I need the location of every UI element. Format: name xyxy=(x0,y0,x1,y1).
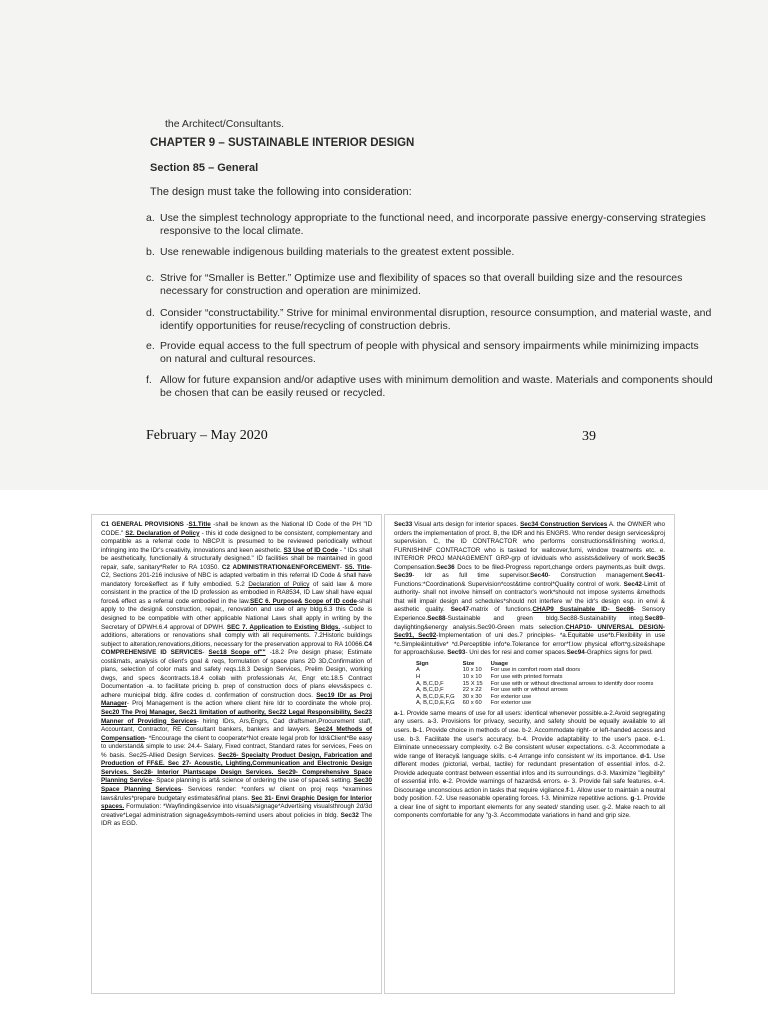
section-heading: Sec20 The Proj Manager, Sec21 limitation of authority, Sec22 Legal Responsibility, Sec23 Manner of Providing Services xyxy=(101,709,372,725)
notes-text: - Idr as full time supervisor. xyxy=(412,572,530,580)
principle-label: d-1 xyxy=(640,752,650,760)
section-heading: Sec47 xyxy=(450,606,469,614)
section-heading: Sec94 xyxy=(566,649,585,657)
intro-text: The design must take the following into consideration: xyxy=(150,186,412,198)
notes-text: Visual arts design for interior spaces. xyxy=(412,521,521,528)
table-cell: A xyxy=(416,667,420,674)
item-line: Allow for future expansion and/or adaptive uses with minimum demolition and waste. Materials and components should xyxy=(160,374,713,386)
chapter-heading: C4 COMPREHENSIVE ID SERVICES xyxy=(101,640,372,657)
notes-text: -Limit of authority- shall not involve himself on contractor's work*should not impose systems &methods that will impair design and schedules*should not interfere w/ the idr's design esp. in envi & aesthetic quality. xyxy=(394,580,665,614)
notes-text: -matrix of functions. xyxy=(468,606,533,614)
table-cell: 10 x 10 xyxy=(462,673,482,680)
item-letter: b. xyxy=(146,246,155,258)
chapter-heading: C2 ADMINISTRATION&ENFORCEMENT xyxy=(221,563,340,571)
notes-text: -1. Provide choice in methods of use. b-2. Accommodate right- or left-handed access and use. b-3. Facilitate the user's accuracy. b-4. Provide adaptability to the user's pace. xyxy=(394,727,665,743)
notes-text: - Uni des for resi and comer spaces. xyxy=(465,649,567,657)
table-row xyxy=(412,694,657,701)
table-header-row xyxy=(412,661,657,668)
column-header: Size xyxy=(462,660,475,667)
item-line: Provide equal access to the full spectrum of people with physical and sensory impairments while minimizing impacts xyxy=(160,340,699,352)
section-heading: Sec32 xyxy=(340,811,359,819)
item-line: necessary for construction and operation are minimized. xyxy=(160,285,421,297)
notes-text: -1. Eliminate unnecessary complexity. c-2 Be consistent w/user expectations. c-3. Accommodate a wide range of literacy& language skills. c-4 Arrange info consistent w/ its importance. xyxy=(394,735,665,760)
notes-text: -1. Allow user to maintain a neutral body position. f-2. Use reasonable operating forces. f-3. Minimize repetitive actions. xyxy=(394,786,666,803)
notes-text: -18.2 Pre design phase; Estimate cost&mats, analysis of client's goal & reqs, formulation of space plans 2D 3D,Confirmation of plans, selection of color mats and safety reqs.18.3 Design Services, Prelim Design, working dwgs, and specs &contracts.18.4 collab with professionals Ar, Engr etc.18.5 Contract Documentation -a. to facilitate pricing b. prep of construction docs of plans elevs&specs c. adhere municipal bldg. &fire codes d. confirmation of construction docs. xyxy=(101,649,372,699)
section-heading: Sec88 xyxy=(427,615,446,623)
table-cell: For exterior use xyxy=(490,693,532,700)
section-heading: S2. Declaration of Policy xyxy=(125,529,200,537)
notes-text: - C2, Sections 201-216 inclusive of NBC is adapted verbatim in this referral ID Code & shall have mandatory force&effect as if fully embodied. 5.2 xyxy=(101,563,372,588)
item-letter: c. xyxy=(146,272,155,284)
item-line: Use the simplest technology appropriate to the functional need, and incorporate passive energy-conserving strategies xyxy=(160,212,706,224)
principle-label: c xyxy=(654,735,658,743)
table-cell: For use with printed formats xyxy=(490,673,563,680)
notes-text: -Implementation of uni des.7 principles- *a.Equitable use*b.Flexibility in use *c.Simple&intuitive* *d.Perceptible info*e.Tolerance for error*f.low physical effort*g.size&shape for approach&use. xyxy=(394,632,665,657)
notes-text: Compensation. xyxy=(394,563,437,571)
section-heading: Sec41 xyxy=(644,572,663,580)
notes-text: A. the OWNER who orders the implementation of proct. B, the IDR and his ENGRS. Who render design services&proj supervision. C, the ID CONTRACTOR who performs constructions&finishing works.d, FURNISHINF CONTRACTOR who is tasked for wallcover,furni, window treatments etc. e. INTERIOR PROJ MANAGEMENT GRP-grp of idviduals who assists&delivery of work. xyxy=(394,521,665,563)
notes-text: -1. Provide same means of use for all users: identical whenever possible.a-2.Avoid segregating any users. a-3. Provisions for privacy, security, and safety should be equally available to all users. xyxy=(394,709,665,734)
underlined-term: Declaration of Policy xyxy=(248,580,310,588)
notes-text: - Sensory Experience. xyxy=(394,606,665,623)
chapter-heading: C1 GENERAL PROVISIONS xyxy=(101,521,184,528)
notes-text: Formulation: *Wayfinding&service into visuals/signage*Advertising visualsthrough 2d/3d creative*Legal administration signage&symbols-remind users about policies in bldg. xyxy=(101,803,372,819)
principle-label: b xyxy=(412,727,417,734)
column-header: Usage xyxy=(490,660,509,667)
item-letter: a. xyxy=(146,212,155,224)
section-heading: Sec24 Methods of Compensation xyxy=(101,726,372,742)
table-cell: For use with or without directional arrows to identify door rooms xyxy=(490,680,654,687)
section-heading: Sec34 Construction Services xyxy=(520,521,608,528)
table-cell: 15 X 15 xyxy=(462,680,483,687)
item-line: on natural and cultural resources. xyxy=(160,353,316,365)
notes-text: -2. Provide warnings of hazards& errors. e- 3. Provide fail safe features. e-4. Discourage unconscious action in tasks that require vigilance. xyxy=(394,778,665,794)
notes-paragraph xyxy=(394,710,665,821)
notes-text: The IDR as EGD. xyxy=(101,811,372,828)
section-heading: S1.Title xyxy=(188,521,211,528)
list-item xyxy=(146,374,713,400)
notes-text: - *Encourage the client to cooperate*Not create legal prob for Idr&Client*Be easy to understand& simple to use: 24.4- Salary, Fixed contract, Standard rates for services, Fees on % basis. Sec25-Allied Design Services. xyxy=(101,734,372,759)
notes-text: -1. Provide a clear line of sight to important elements for any seated/ standing user. g-2. Make reach to all components comfortable for any "g-3. Accommodate variations in hand and grip size. xyxy=(394,795,666,820)
section-heading: Sec18 Scope of"" xyxy=(208,649,266,657)
table-row xyxy=(412,667,657,674)
notes-text: - Construction management. xyxy=(548,572,645,580)
list-item xyxy=(146,212,706,238)
column-header: Sign xyxy=(416,660,429,667)
table-row xyxy=(412,681,657,688)
section-heading: SEC 6. Purpose& Scope of ID code xyxy=(250,597,357,605)
principle-label: e xyxy=(442,778,447,786)
table-cell: A, B,C,D,E,F,G xyxy=(416,693,455,700)
table-row xyxy=(412,700,657,707)
table-cell: For exterior use xyxy=(490,700,532,707)
list-item xyxy=(146,246,514,259)
notes-text: - xyxy=(202,649,209,657)
section-heading: CHAP10- UNIVERSAL DESIGN- Sec91, Sec92 xyxy=(394,623,665,640)
notes-text: Docs to be filed-Progress report,change orders payments,as built dwgs. xyxy=(454,563,665,571)
table-cell: A, B,C,D,E,F,G xyxy=(416,700,455,707)
section-heading: Sec93 xyxy=(447,649,466,657)
table-cell: H xyxy=(416,673,421,680)
notes-text: -Functions:*Coordination& Supervision*cost&time control*Quality control of work. xyxy=(394,572,665,588)
section-heading: S5. Title xyxy=(344,563,370,571)
scanned-page xyxy=(0,0,768,490)
chapter-title: CHAPTER 9 – SUSTAINABLE INTERIOR DESIGN xyxy=(150,137,415,149)
notes-text: - xyxy=(339,563,345,571)
notes-text: -Sustainable and green bldg.Sec88-Sustainability integ. xyxy=(445,615,645,623)
notes-text: - Services render: *confers w/ client on proj reqs *examines laws&rules*prepare budgetary estimates&final plans. xyxy=(101,785,372,802)
section-heading: Sec33 xyxy=(394,521,413,528)
notes-text: - this id code designed to be consistent, complementary and compatible as a referral code to NBCP.It is presumed to be reviewed periodically without infringing into the IDr's creativity, innovations and keen aesthetic. xyxy=(101,529,372,554)
table-cell: A, B,C,D,F xyxy=(416,687,444,694)
table-cell: For use with or without arrows xyxy=(490,687,568,694)
page-number: 39 xyxy=(582,429,596,444)
section-heading: Sec 31- Envi Graphic Design for Interior spaces. xyxy=(101,794,372,811)
section-heading: Sec26- Specialty Product Design, Fabrication and Production of FF&E. Sec 27- Acoustic, Lighting,Communication and Electronic Design Services. Sec28- Interior Plantscape Design Services. Sec29- Comprehensive Space Planning Service xyxy=(101,751,372,785)
notes-left-panel xyxy=(91,514,382,994)
section-heading: Sec40 xyxy=(529,572,549,580)
notes-text: -daylighting&energy analysis.Sec90-Green mats selection. xyxy=(394,615,665,631)
top-fragment: the Architect/Consultants. xyxy=(165,118,285,130)
table-cell: 60 x 60 xyxy=(462,700,482,707)
section-heading: Sec30 Space Planning Services xyxy=(101,777,372,793)
notes-paragraph xyxy=(394,521,665,658)
section-heading: Sec19 IDr as Proj Manager xyxy=(101,691,372,708)
notes-right-panel xyxy=(384,514,675,994)
principle-label: g xyxy=(630,795,635,803)
item-line: Consider “constructability.” Strive for minimal environmental disruption, resource consumption, and material waste, and xyxy=(160,307,712,319)
item-letter: e. xyxy=(146,340,155,352)
notes-text: - " IDs shall be aesthetically, functionally & structurally designed." ID facilities shall be maintained in good repair, safe, sanitary*Refer to RA 10350. xyxy=(101,546,373,571)
section-heading: Sec89 xyxy=(644,615,663,623)
notes-text: -shall be known as the National ID Code of the PH "ID CODE." xyxy=(101,521,372,537)
principle-label: f xyxy=(566,786,569,794)
section-title: Section 85 – General xyxy=(150,162,259,174)
item-line: Use renewable indigenous building materials to the greatest extent possible. xyxy=(160,246,515,258)
section-heading: CHAP9 Sustainable ID- Sec86 xyxy=(532,606,634,614)
table-cell: A, B,C,D,F xyxy=(416,680,444,687)
notes-text: -shall apply to the design& construction, repair,, renovation and use of any bldg.6.3 this Code is designed to be compatible with other applicable National Laws shall apply in writing by the Secretary of DPWH.6.4 approval of DPWH. xyxy=(101,597,372,631)
signs-table xyxy=(412,661,657,707)
notes-paragraph: C1 GENERAL PROVISIONS -S1.Title -shall be known as the National ID Code of the PH "ID CODE." S2. Declaration of Policy - this id code designed to be consistent, complementary and compatible as a referral code to NBCP.It is presumed to be reviewed periodically without infringing into the IDr's creativity, innovations and keen aesthetic. S3 Use of ID Code - " IDs shall be aesthetically, functionally & structurally designed." ID facilities shall be maintained in good repair, safe, sanitary*Refer to RA 10350. C2 ADMINISTRATION&ENFORCEMENT- S5. Title- C2, Sections 201-216 inclusive of NBC is adapted verbatim in this referral ID Code & shall have mandatory force&effect as if fully embodied. 5.2 Declaration of Policy of said law & more consistent in the practice of the ID profession as embodied in RA8534, ID Law shall have equal force& effect as a referral code embodied in the law.SEC 6. Purpose& Scope of ID code-shall apply to the design& construction, repair,, renovation and use of any bldg.6.3 this Code is designed to be compatible with other applicable National Laws shall apply in writing by the Secretary of DPWH.6.4 approval of DPWH. SEC 7. Application to Existing Bldgs. -subject to additions, alterations or renovations shall comply with all requirements. 7.2Historic buildings subject to alteration,renovations,ditions, necessary for the preservation approval to RA 10066.C4 COMPREHENSIVE ID SERVICES- Sec18 Scope of"" -18.2 Pre design phase; Estimate cost&mats, analysis of client's goal & reqs, formulation of space plans 2D 3D,Confirmation of plans, selection of color mats and safety reqs.18.3 Design Services, Prelim Design, working dwgs, and specs &contracts.18.4 collab with professionals Ar, Engr etc.18.5 Contract Documentation -a. to facilitate pricing b. prep of construction docs of plans elevs&specs c. adhere municipal bldg. &fire codes d. confirmation of construction docs. Sec19 IDr as Proj Manager- Proj Management is the action where client hire Idr to coordinate the whole proj. Sec20 The Proj Manager, Sec21 limitation of authority, Sec22 Legal Responsibility, Sec23 Manner of Providing Services- hiring IDrs, Ars,Engrs, Cad draftsmen,Procurement staff, Accountant, Contractor, RE Consultant bankers, bankers and lawyers. Sec24 Methods of Compensation- *Encourage the client to cooperate*Not create legal prob for Idr&Client*Be easy to understand& simple to use: 24.4- Salary, Fixed contract, Standard rates for services, Fees on % basis. Sec25-Allied Design Services. Sec26- Specialty Product Design, Fabrication and Production of FF&E. Sec 27- Acoustic, Lighting,Communication and Electronic Design Services. Sec28- Interior Plantscape Design Services. Sec29- Comprehensive Space Planning Service- Space planning is art& science of ordering the use of space& setting. Sec30 Space Planning Services- Services render: *confers w/ client on proj reqs *examines laws&rules*prepare budgetary estimates&final plans. Sec 31- Envi Graphic Design for Interior spaces. Formulation: *Wayfinding&service into visuals/signage*Advertising visualsthrough 2d/3d creative*Legal administration signage&symbols-remind users about policies in bldg. Sec32 The IDR as EGD. xyxy=(101,521,373,828)
table-row xyxy=(412,674,657,681)
section-heading: SEC 7. Application to Existing Bldgs. xyxy=(226,623,341,631)
item-letter: d. xyxy=(146,307,155,319)
table-cell: 30 x 30 xyxy=(462,693,482,700)
notes-text: - Proj Management is the action where client hire Idr to coordinate the whole proj. xyxy=(126,700,372,708)
principle-label: a xyxy=(394,709,398,717)
notes-text: -Graphics signs for pwd. xyxy=(584,649,653,657)
item-line: Strive for “Smaller is Better.” Optimize use and flexibility of spaces so that overall building size and the resources xyxy=(160,272,683,284)
section-heading: S3 Use of ID Code xyxy=(283,546,339,554)
item-letter: f. xyxy=(146,374,152,386)
item-line: responsive to the local climate. xyxy=(160,225,304,237)
section-heading: Sec39 xyxy=(394,572,413,580)
notes-text: -subject to additions, alterations or renovations shall comply with all requirements. 7.2Historic buildings subject to alteration,renovations,ditions, necessary for the preservation approval to RA 10066. xyxy=(101,623,372,648)
notes-text: of said law & more consistent in the practice of the ID profession as embodied in RA8534, ID Law shall have equal force& effect as a referral code embodied in the law. xyxy=(101,580,372,605)
list-item xyxy=(146,307,711,333)
item-line: be chosen that can be easily reused or recycled. xyxy=(160,387,386,399)
section-heading: Sec36 xyxy=(436,563,455,571)
notes-text: - Space planning is art& science of ordering the use of space& setting. xyxy=(152,777,354,785)
list-item xyxy=(146,272,682,298)
notes-text: - hiring IDrs, Ars,Engrs, Cad draftsmen,Procurement staff, Accountant, Contractor, RE Consultant bankers, bankers and lawyers. xyxy=(101,717,372,734)
list-item xyxy=(146,340,699,366)
section-heading: Sec42 xyxy=(623,580,642,588)
table-cell: 10 x 10 xyxy=(462,667,482,674)
notes-text: . Use different modes (pictorial, verbal, tactile) for redundant presentation of essential infos. d-2. Provide adequate contrast between essential infos and its surroundings. d-3. Maximize "legibility" of essential info. xyxy=(394,752,665,786)
section-heading: Sec35 xyxy=(646,555,665,563)
item-line: identify opportunities for reuse/recycling of construction debris. xyxy=(160,320,451,332)
table-cell: For use in comfort room stall doors xyxy=(490,667,581,674)
footer-date: February – May 2020 xyxy=(146,428,268,443)
table-row xyxy=(412,687,657,694)
table-cell: 22 x 22 xyxy=(462,687,482,694)
